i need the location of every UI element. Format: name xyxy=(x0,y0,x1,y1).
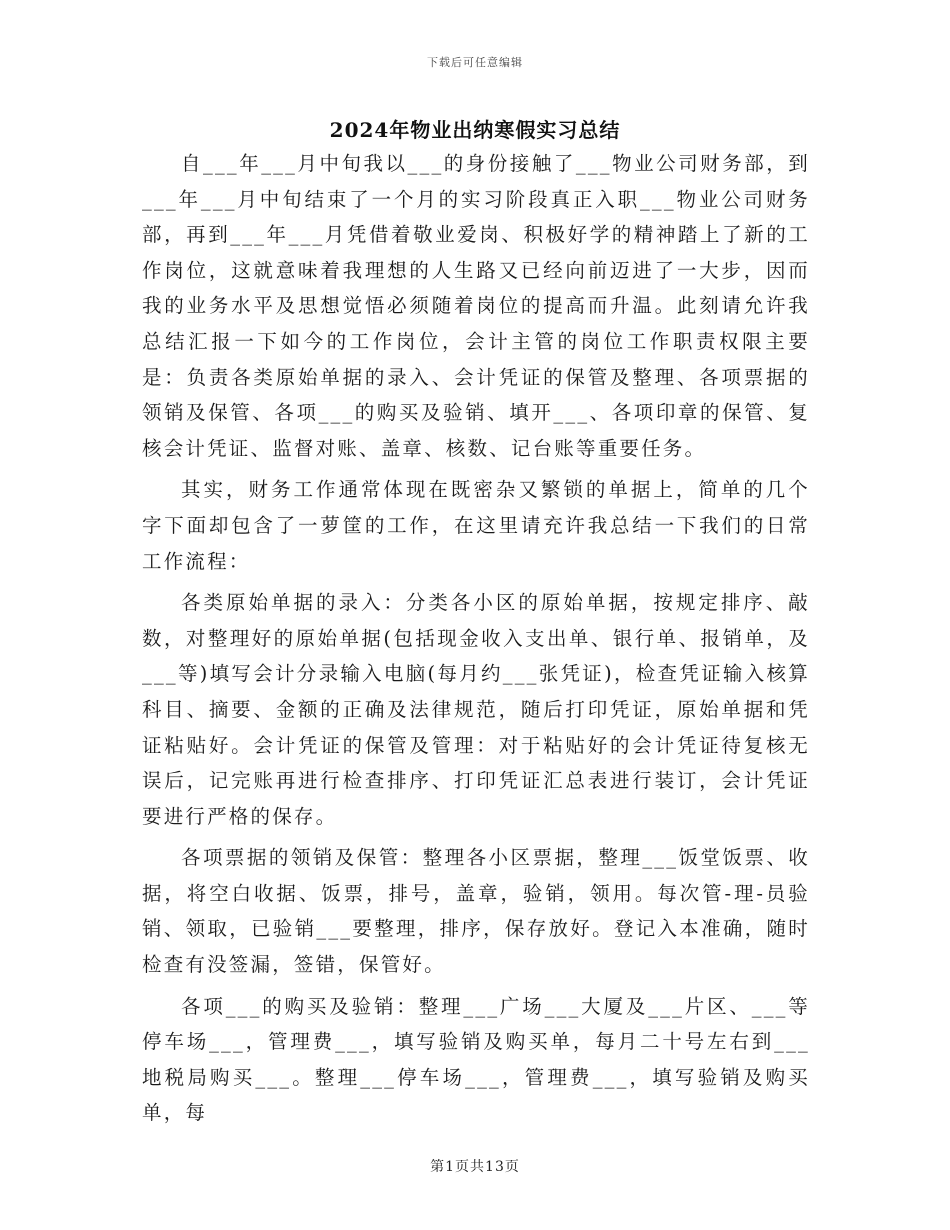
paragraph-5: 各项___的购买及验销：整理___广场___大厦及___片区、___等停车场___，管理费___，填写验销及购买单，每月二十号左右到___地税局购买___。整理___停车场___，管理费___，填写验销及购买单，每 xyxy=(142,994,810,1125)
paragraph-2: 其实，财务工作通常体现在既密杂又繁锁的单据上，简单的几个字下面却包含了一萝筐的工作，在这里请充许我总结一下我们的日常工作流程： xyxy=(142,478,810,573)
document-body xyxy=(142,146,810,1137)
document-title: 2024年物业出纳寒假实习总结 xyxy=(329,118,621,142)
paragraph-1: 自___年___月中旬我以___的身份接触了___物业公司财务部，到___年___月中旬结束了一个月的实习阶段真正入职___物业公司财务部，再到___年___月凭借着敬业爱岗、积极好学的精神踏上了新的工作岗位，这就意味着我理想的人生路又已经向前迈进了一大步，因而我的业务水平及思想觉悟必须随着岗位的提高而升温。此刻请允许我总结汇报一下如今的工作岗位，会计主管的岗位工作职责权限主要是：负责各类原始单据的录入、会计凭证的保管及整理、各项票据的领销及保管、各项___的购买及验销、填开___、各项印章的保管、复核会计凭证、监督对账、盖章、核数、记台账等重要任务。 xyxy=(142,152,810,460)
paragraph-4: 各项票据的领销及保管：整理各小区票据，整理___饭堂饭票、收据，将空白收据、饭票，排号，盖章，验销，领用。每次管-理-员验销、领取，已验销___要整理，排序，保存放好。登记入本准确，随时检查有没签漏，签错，保管好。 xyxy=(142,846,810,977)
header-note: 下载后可任意编辑 xyxy=(427,56,523,69)
paragraph-3: 各类原始单据的录入：分类各小区的原始单据，按规定排序、敲数，对整理好的原始单据(包括现金收入支出单、银行单、报销单，及___等)填写会计分录输入电脑(每月约___张凭证)，检查凭证输入核算科目、摘要、金额的正确及法律规范，随后打印凭证，原始单据和凭证粘贴好。会计凭证的保管及管理：对于粘贴好的会计凭证待复核无误后，记完账再进行检查排序、打印凭证汇总表进行装订，会计凭证要进行严格的保存。 xyxy=(142,591,810,828)
page-number: 第1页共13页 xyxy=(430,1159,520,1175)
